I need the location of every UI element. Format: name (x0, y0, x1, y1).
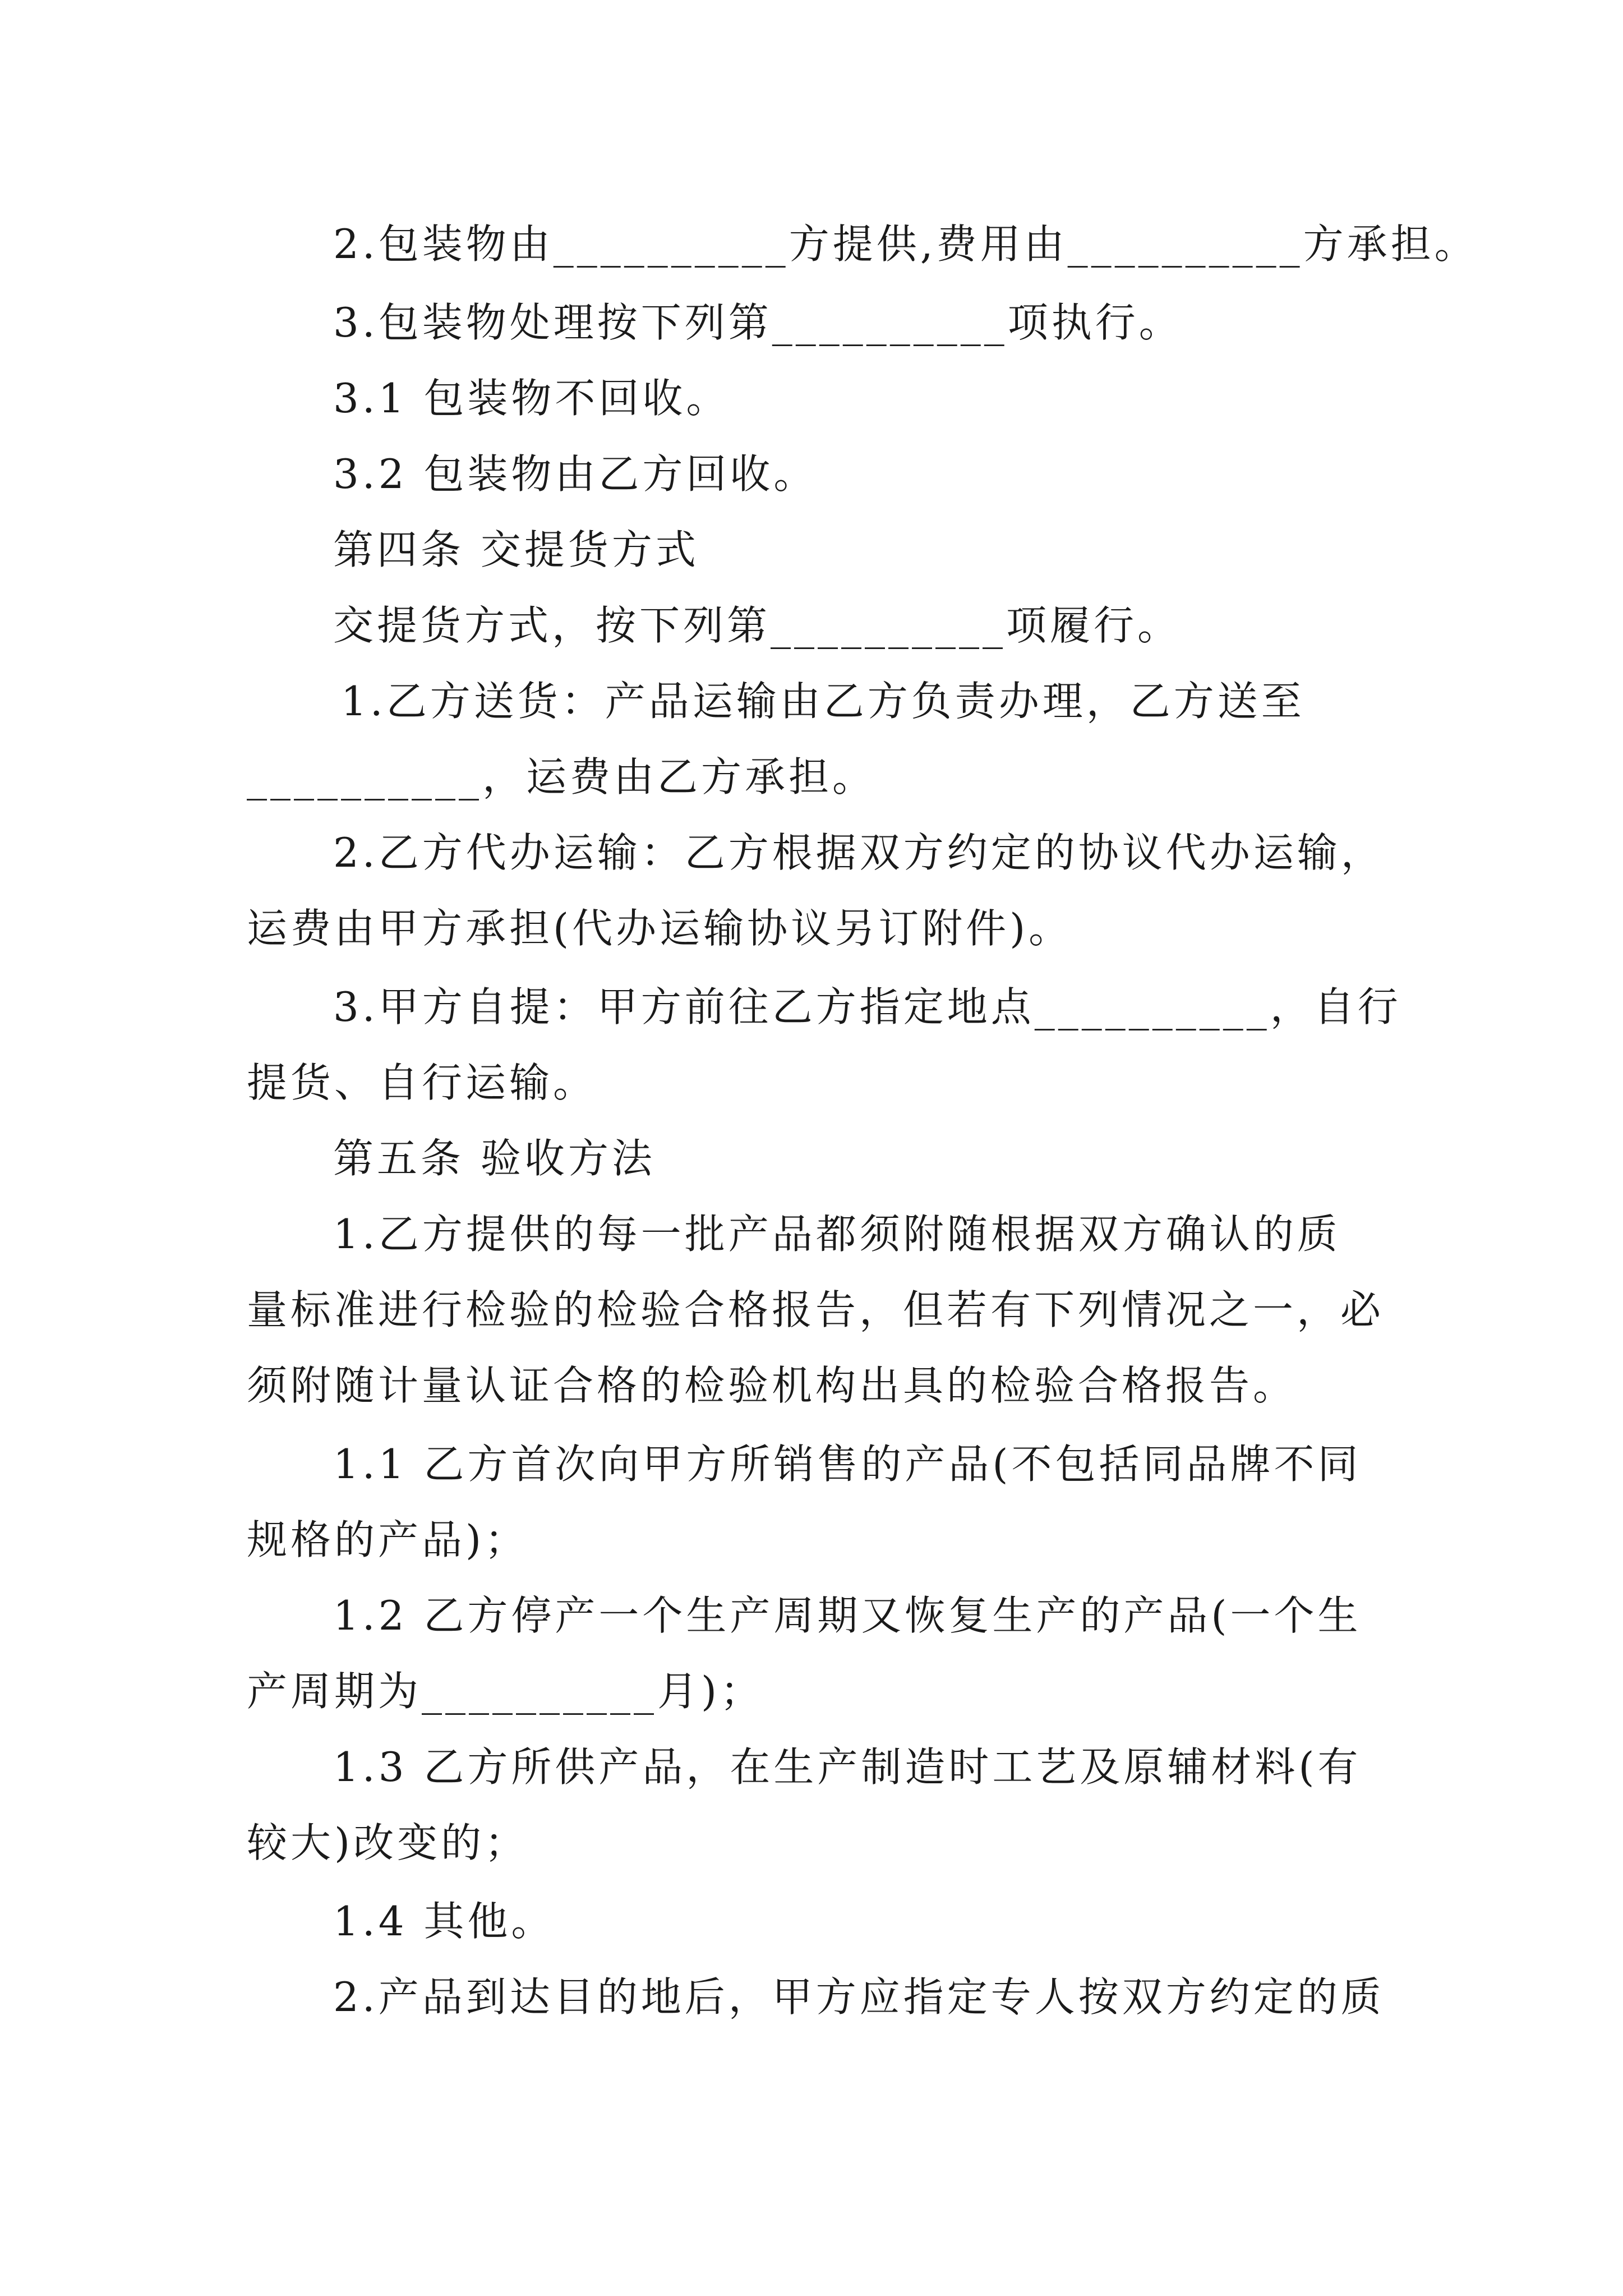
text-line: 较大)改变的； (247, 1819, 529, 1866)
text-line: 1.4 其他。 (333, 1898, 555, 1945)
text-line: 3.1 包装物不回收。 (333, 375, 730, 422)
text-line: 运费由甲方承担(代办运输协议另订附件)。 (247, 905, 1073, 952)
text-line: 2.包装物由__________方提供,费用由__________方承担。 (333, 220, 1478, 268)
section-heading: 第五条 验收方法 (333, 1135, 656, 1182)
text-line: 3.甲方自提：甲方前往乙方指定地点__________，自行 (333, 983, 1401, 1030)
text-line: 1.3 乙方所供产品，在生产制造时工艺及原辅材料(有 (333, 1743, 1362, 1791)
text-line: 1.2 乙方停产一个生产周期又恢复生产的产品(一个生 (333, 1592, 1362, 1639)
text-line: 规格的产品)； (247, 1516, 529, 1563)
text-line: 产周期为__________月)； (247, 1668, 764, 1715)
text-line: 提货、自行运输。 (247, 1059, 597, 1106)
text-line: 交提货方式，按下列第__________项履行。 (333, 602, 1182, 649)
text-line: 2.产品到达目的地后，甲方应指定专人按双方约定的质 (333, 1973, 1385, 2021)
text-line: 3.2 包装物由乙方回收。 (333, 450, 818, 498)
text-line: 1.1 乙方首次向甲方所销售的产品(不包括同品牌不同 (333, 1441, 1362, 1488)
text-line: 须附随计量认证合格的检验机构出具的检验合格报告。 (247, 1362, 1297, 1409)
text-line: 1.乙方送货：产品运输由乙方负责办理，乙方送至 (341, 678, 1305, 725)
text-line: 1.乙方提供的每一批产品都须附随根据双方确认的质 (333, 1211, 1341, 1258)
text-line: __________，运费由乙方承担。 (247, 753, 877, 800)
text-line: 2.乙方代办运输：乙方根据双方约定的协议代办运输， (333, 829, 1385, 876)
text-line: 量标准进行检验的检验合格报告，但若有下列情况之一，必 (247, 1286, 1385, 1333)
text-line: 3.包装物处理按下列第__________项执行。 (333, 299, 1183, 346)
section-heading: 第四条 交提货方式 (333, 526, 699, 573)
